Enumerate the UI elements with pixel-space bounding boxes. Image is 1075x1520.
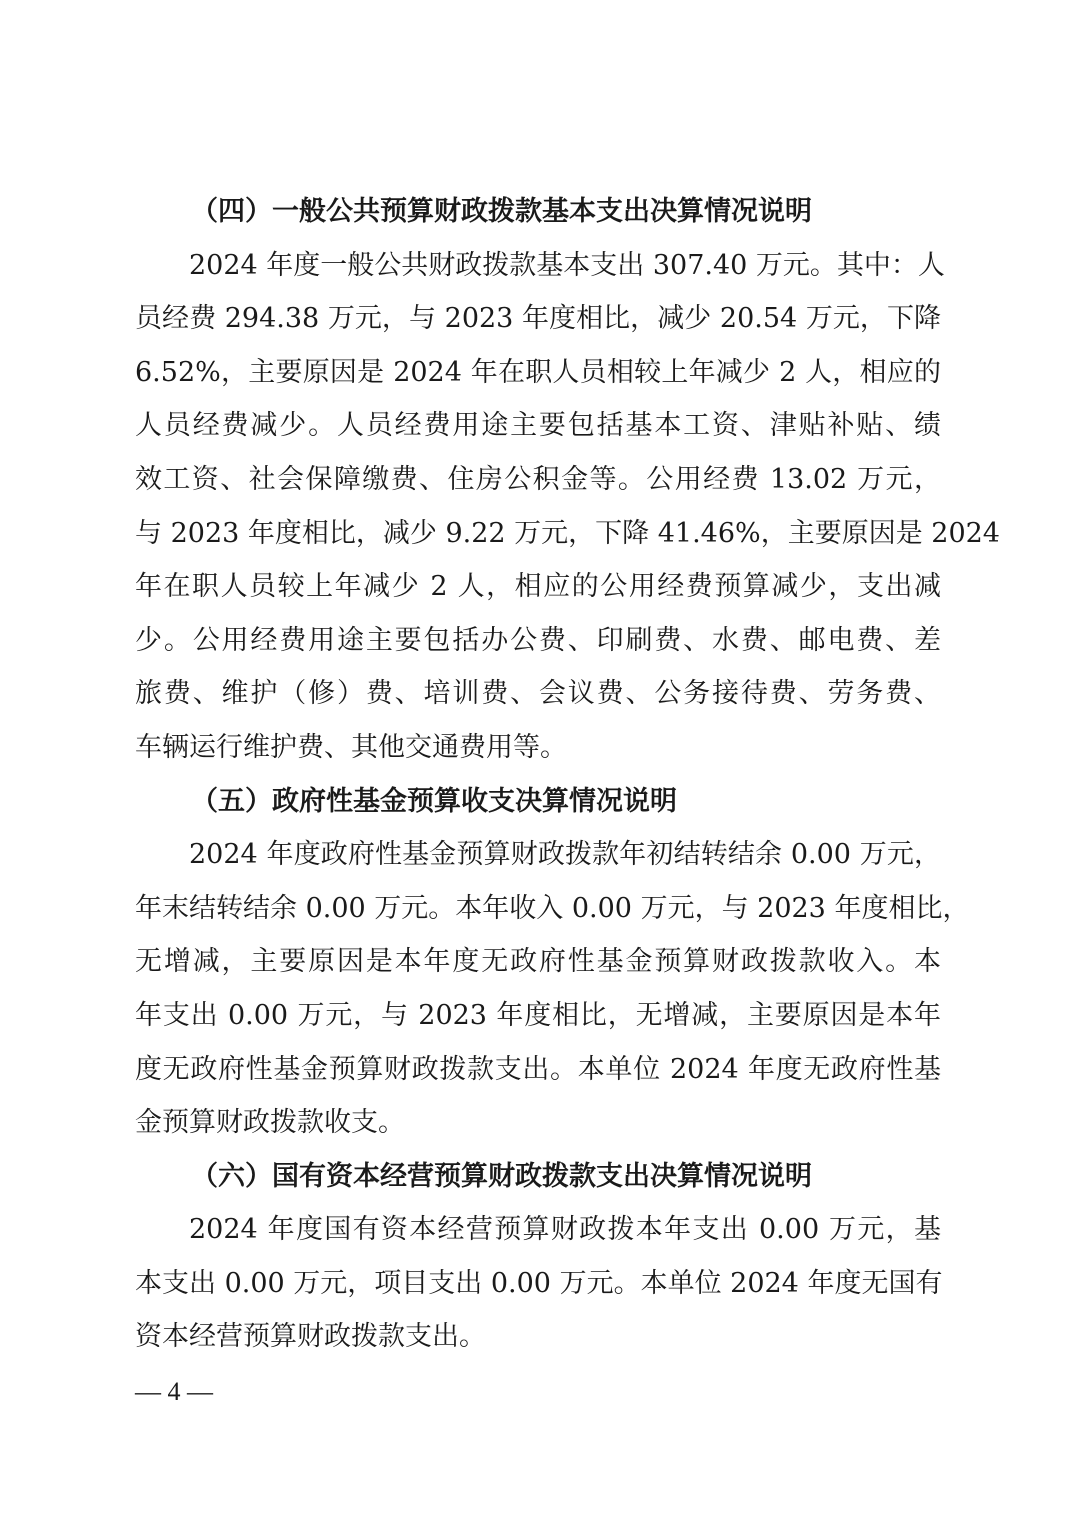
paragraph-line: 年支出 0.00 万元，与 2023 年度相比，无增减，主要原因是本年 <box>135 999 941 1031</box>
paragraph-line: 人员经费减少。人员经费用途主要包括基本工资、津贴补贴、绩 <box>135 410 941 442</box>
page-number: — 4 — <box>135 1377 213 1406</box>
section <box>135 1150 941 1364</box>
paragraph-line: 员经费 294.38 万元，与 2023 年度相比，减少 20.54 万元，下降 <box>135 303 941 335</box>
paragraph-line: 2024 年度国有资本经营预算财政拨本年支出 0.00 万元，基 <box>189 1214 941 1246</box>
paragraph-line: 年末结转结余 0.00 万元。本年收入 0.00 万元，与 2023 年度相比， <box>135 892 970 924</box>
paragraph-line: 2024 年度政府性基金预算财政拨款年初结转结余 0.00 万元， <box>189 839 941 871</box>
paragraph-line: 金预算财政拨款收支。 <box>135 1107 405 1139</box>
paragraph-line: 本支出 0.00 万元，项目支出 0.00 万元。本单位 2024 年度无国有 <box>135 1267 943 1299</box>
section-heading: （四）一般公共预算财政拨款基本支出决算情况说明 <box>191 196 812 227</box>
section-heading: （五）政府性基金预算收支决算情况说明 <box>191 785 677 817</box>
paragraph-line: 少。公用经费用途主要包括办公费、印刷费、水费、邮电费、差 <box>135 624 941 656</box>
paragraph-line: 车辆运行维护费、其他交通费用等。 <box>135 731 567 763</box>
paragraph-line: 6.52%，主要原因是 2024 年在职人员相较上年减少 2 人，相应的 <box>135 356 941 388</box>
document-body <box>135 185 1000 1364</box>
section-heading: （六）国有资本经营预算财政拨款支出决算情况说明 <box>191 1160 812 1192</box>
section <box>135 775 970 1150</box>
paragraph-line: 资本经营预算财政拨款支出。 <box>135 1321 486 1353</box>
paragraph-line: 与 2023 年度相比，减少 9.22 万元，下降 41.46%，主要原因是 2024 <box>135 517 1000 549</box>
paragraph-line: 效工资、社会保障缴费、住房公积金等。公用经费 13.02 万元， <box>135 463 941 495</box>
paragraph-line: 旅费、维护（修）费、培训费、会议费、公务接待费、劳务费、 <box>135 678 941 710</box>
paragraph-line: 度无政府性基金预算财政拨款支出。本单位 2024 年度无政府性基 <box>135 1053 941 1085</box>
section <box>135 185 1000 775</box>
paragraph-line: 年在职人员较上年减少 2 人，相应的公用经费预算减少，支出减 <box>135 571 941 603</box>
paragraph-line: 无增减，主要原因是本年度无政府性基金预算财政拨款收入。本 <box>135 946 941 978</box>
paragraph-line: 2024 年度一般公共财政拨款基本支出 307.40 万元。其中：人 <box>189 249 945 281</box>
